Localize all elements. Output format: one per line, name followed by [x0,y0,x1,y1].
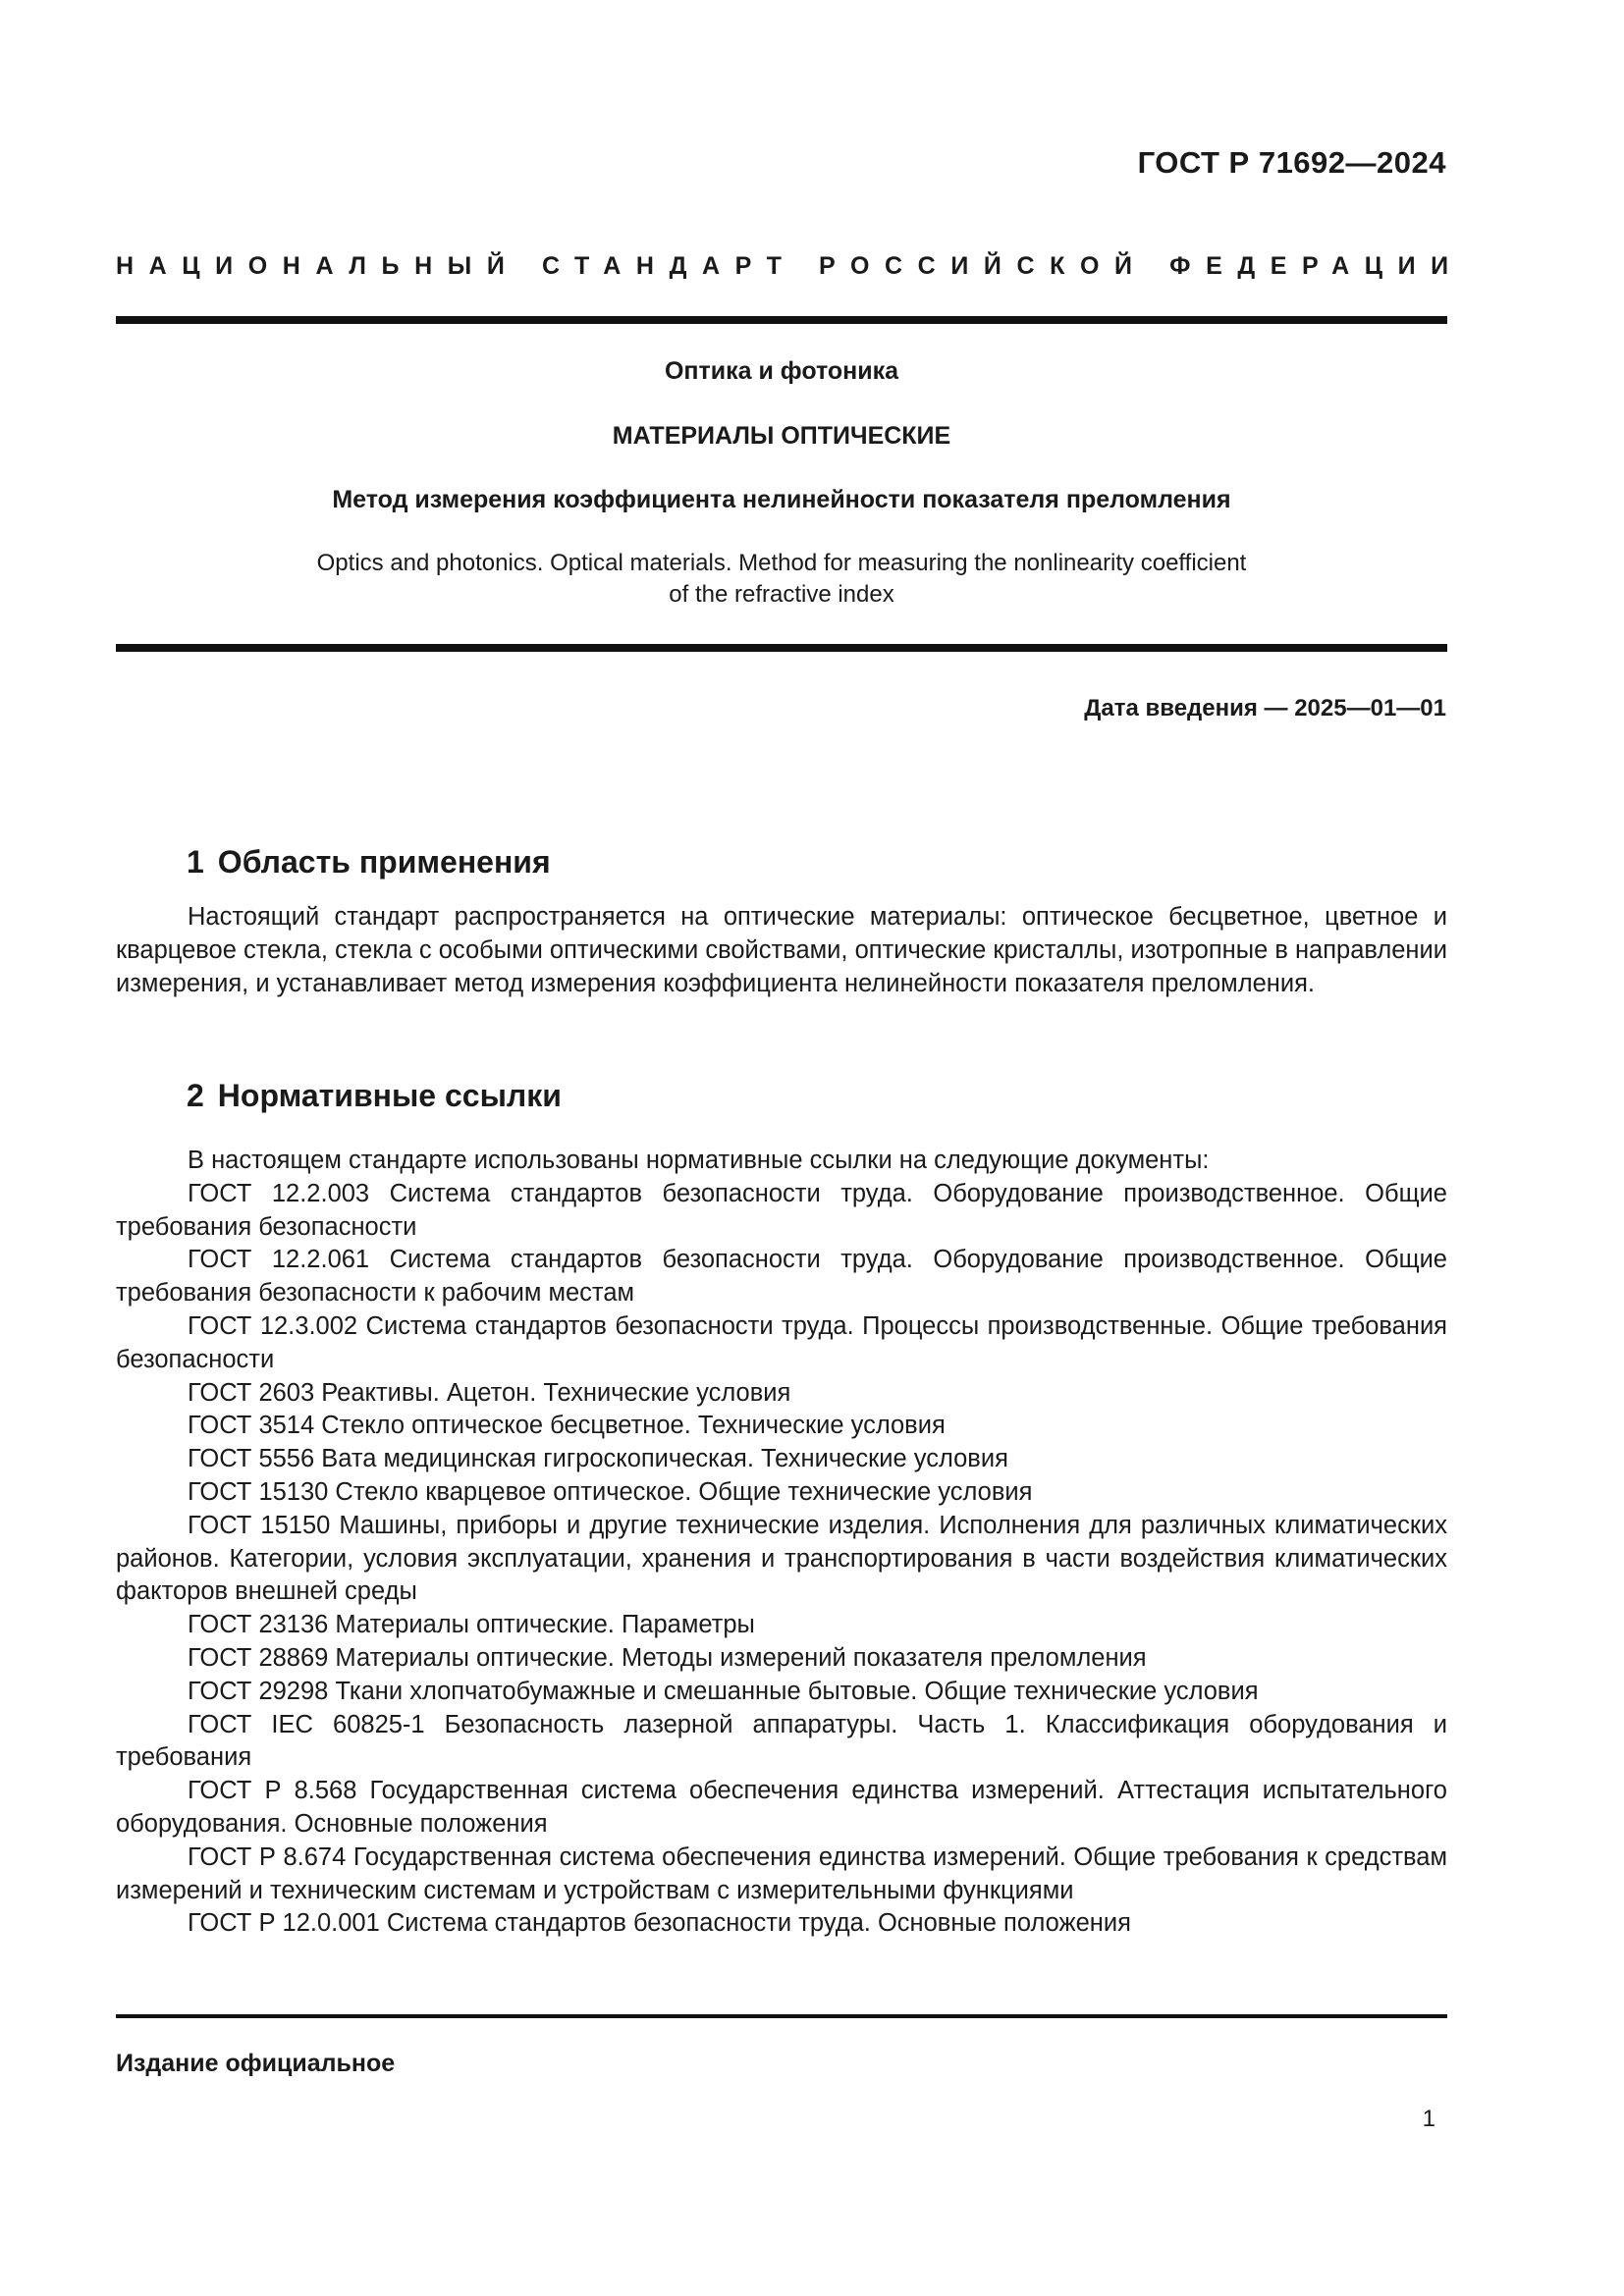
introduction-date: Дата введения — 2025—01—01 [1084,695,1446,721]
section-number: 1 [187,844,204,880]
standard-main-title: МАТЕРИАЛЫ ОПТИЧЕСКИЕ [612,422,951,450]
section-number: 2 [187,1078,204,1113]
reference-item: ГОСТ 15130 Стекло кварцевое оптическое. Общие технические условия [188,1477,1033,1506]
section-heading-references [187,1078,562,1114]
header-rule [116,316,1447,324]
section-title: Нормативные ссылки [217,1078,562,1113]
page-number: 1 [1422,2106,1435,2132]
footer-rule [116,2014,1447,2018]
english-title-line-1: Optics and photonics. Optical materials. Method for measuring the nonlinearity coefficient [316,550,1247,576]
scope-paragraph: Настоящий стандарт распространяется на оптические материалы: оптическое бесцветное, цветное и кварцевое стекла, стекла с особыми оптическими свойствами, оптические кристаллы, изотропные в направлении измерения, и устанавливает метод измерения коэффициента нелинейности показателя преломления. [116,903,1447,997]
references-intro: В настоящем стандарте использованы нормативные ссылки на следующие документы: [188,1147,1210,1174]
standard-subtitle: Метод измерения коэффициента нелинейности показателя преломления [332,486,1231,513]
reference-item: ГОСТ 5556 Вата медицинская гигроскопическая. Технические условия [188,1445,1008,1473]
reference-item: ГОСТ 2603 Реактивы. Ацетон. Технические условия [188,1378,791,1407]
reference-item: ГОСТ Р 12.0.001 Система стандартов безопасности труда. Основные положения [188,1909,1131,1938]
reference-item: ГОСТ 15150 Машины, приборы и другие технические изделия. Исполнения для различных климатических районов. Категории, условия эксплуатации, хранения и транспортирования в части воздействия климатических факторов внешней среды [116,1511,1447,1606]
official-edition-label: Издание официальное [116,2050,396,2077]
reference-item: ГОСТ 12.3.002 Система стандартов безопасности труда. Процессы производственные. Общие требования безопасности [116,1311,1447,1373]
standard-category: Оптика и фотоника [664,357,899,385]
reference-item: ГОСТ 28869 Материалы оптические. Методы измерений показателя преломления [188,1643,1147,1672]
national-standard-title: НАЦИОНАЛЬНЫЙ СТАНДАРТ РОССИЙСКОЙ ФЕДЕРАЦИИ [116,252,1464,280]
reference-item: ГОСТ 3514 Стекло оптическое бесцветное. Технические условия [188,1412,946,1440]
title-rule [116,644,1447,652]
reference-item: ГОСТ IEC 60825-1 Безопасность лазерной аппаратуры. Часть 1. Классификация оборудования и требования [116,1710,1447,1772]
references-list [116,1145,1447,1941]
section-title: Область применения [217,844,551,880]
reference-item: ГОСТ 29298 Ткани хлопчатобумажные и смешанные бытовые. Общие технические условия [188,1677,1259,1705]
reference-item: ГОСТ Р 8.674 Государственная система обеспечения единства измерений. Общие требования к средствам измерений и техническим системам и устройствам с измерительными функциями [116,1842,1447,1904]
english-title-line-2: of the refractive index [669,581,894,608]
english-title [116,548,1447,611]
reference-item: ГОСТ Р 8.568 Государственная система обеспечения единства измерений. Аттестация испытательного оборудования. Основные положения [116,1777,1447,1838]
standard-number: ГОСТ Р 71692—2024 [1137,145,1446,180]
section-heading-scope [187,844,551,881]
reference-item: ГОСТ 12.2.003 Система стандартов безопасности труда. Оборудование производственное. Общие требования безопасности [116,1179,1447,1241]
reference-item: ГОСТ 23136 Материалы оптические. Параметры [188,1611,755,1639]
reference-item: ГОСТ 12.2.061 Система стандартов безопасности труда. Оборудование производственное. Общие требования безопасности к рабочим местам [116,1246,1447,1308]
